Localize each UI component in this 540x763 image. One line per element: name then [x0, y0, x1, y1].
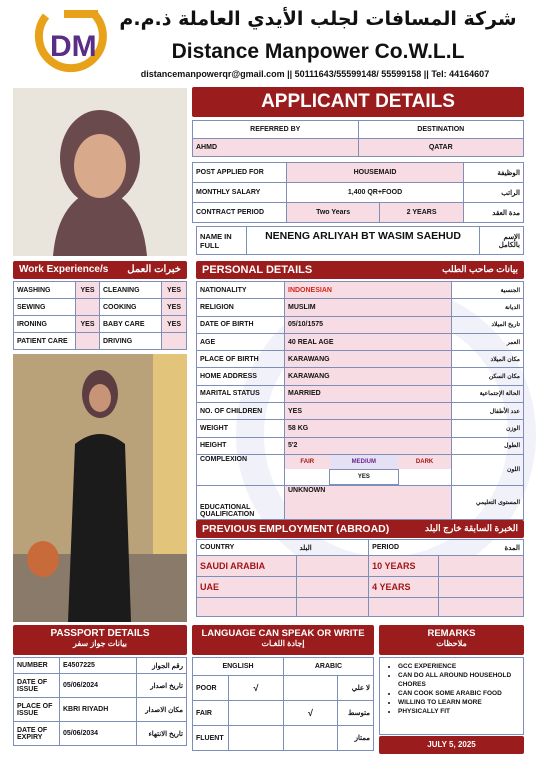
work-experience-header	[13, 261, 187, 279]
personal-details-table	[196, 281, 524, 520]
detail-label-ar: عدد الأطفال	[452, 403, 524, 420]
salary-label: MONTHLY SALARY	[193, 183, 287, 203]
arabic-mark	[284, 726, 338, 751]
skill-label: WASHING	[14, 282, 76, 299]
company-name-arabic: شركة المسافات لجلب الأيدي العاملة ذ.م.م	[119, 8, 517, 30]
personal-details-title: PERSONAL DETAILS	[202, 264, 313, 276]
employment-period: 4 YEARS	[369, 577, 439, 598]
name-value: NENENG ARLIYAH BT WASIM SAEHUD	[247, 227, 480, 255]
remark-item: • PHYSICALLY FIT	[398, 707, 517, 716]
destination-label: DESTINATION	[358, 121, 524, 139]
english-mark	[229, 726, 284, 751]
detail-label-ar: تاريخ الميلاد	[452, 316, 524, 333]
skill-value	[76, 333, 100, 350]
personal-detail-row	[197, 420, 524, 437]
language-level-label: FAIR	[193, 701, 229, 726]
detail-label-ar: العمر	[452, 333, 524, 350]
detail-value: 5'2	[285, 437, 452, 454]
detail-label: MARITAL STATUS	[197, 385, 285, 402]
applicant-details-title: APPLICANT DETAILS	[192, 87, 524, 117]
skill-value	[76, 299, 100, 316]
skill-value	[162, 333, 187, 350]
arabic-mark	[284, 676, 338, 701]
previous-employment-title-ar: الخبرة السابقة خارج البلد	[425, 523, 518, 533]
remark-item: • WILLING TO LEARN MORE	[398, 698, 517, 707]
detail-value: KARAWANG	[285, 351, 452, 368]
remark-item: • CAN COOK SOME ARABIC FOOD	[398, 689, 517, 698]
skill-value: YES	[162, 299, 187, 316]
detail-value: 40 REAL AGE	[285, 333, 452, 350]
personal-detail-row	[197, 385, 524, 402]
personal-detail-row	[197, 282, 524, 299]
skill-value: YES	[162, 316, 187, 333]
detail-value: 05/10/1575	[285, 316, 452, 333]
work-experience-row	[14, 282, 187, 299]
detail-label-ar: الطول	[452, 437, 524, 454]
passport-label-ar: تاريخ اصدار	[137, 674, 187, 698]
remark-item: • GCC EXPERIENCE	[398, 662, 517, 671]
post-label: POST APPLIED FOR	[193, 163, 287, 183]
passport-label: DATE OF ISSUE	[14, 674, 60, 698]
detail-label: HEIGHT	[197, 437, 285, 454]
personal-detail-row	[197, 437, 524, 454]
salary-label-ar: الراتب	[464, 183, 524, 203]
previous-employment-table	[196, 539, 524, 617]
company-contact: distancemanpowerqr@gmail.com || 50111643/55599148/ 55599158 || Tel: 44164607	[140, 69, 490, 79]
language-row	[193, 676, 374, 701]
education-value: UNKNOWN	[285, 485, 452, 519]
skill-label: SEWING	[14, 299, 76, 316]
language-level-label-ar: لا علي	[338, 676, 374, 701]
previous-employment-header	[196, 520, 524, 538]
education-label-ar: المستوى التعليمي	[452, 485, 524, 519]
work-experience-row	[14, 299, 187, 316]
post-value: HOUSEMAID	[287, 163, 464, 183]
language-row	[193, 726, 374, 751]
detail-label: PLACE OF BIRTH	[197, 351, 285, 368]
complexion-row	[197, 454, 524, 485]
passport-row	[14, 722, 187, 746]
personal-detail-row	[197, 368, 524, 385]
complexion-options	[285, 454, 452, 485]
employment-period: 10 YEARS	[369, 556, 439, 577]
complexion-option: FAIR	[285, 455, 330, 469]
passport-value: E4507225	[60, 658, 137, 674]
name-label: NAME IN FULL	[197, 227, 247, 255]
passport-value: 05/06/2024	[60, 674, 137, 698]
complexion-option: DARK	[398, 455, 451, 469]
personal-detail-row	[197, 333, 524, 350]
referred-by-value: AHMD	[193, 139, 359, 157]
complexion-label-ar: اللون	[452, 454, 524, 485]
work-experience-title: Work Experience/s	[19, 264, 109, 275]
post-table	[192, 162, 524, 223]
detail-label: DATE OF BIRTH	[197, 316, 285, 333]
language-title-ar: إجادة اللغـات	[261, 639, 305, 648]
education-row	[197, 485, 524, 519]
destination-value: QATAR	[358, 139, 524, 157]
language-level-label-ar: ممتاز	[338, 726, 374, 751]
english-mark: √	[229, 676, 284, 701]
language-row	[193, 701, 374, 726]
contract-label: CONTRACT PERIOD	[193, 203, 287, 223]
country-label: COUNTRY	[197, 540, 297, 556]
passport-title-ar: بيانات جواز سفر	[72, 639, 128, 648]
skill-value: YES	[162, 282, 187, 299]
name-label-ar: الإسم بالكامل	[480, 227, 524, 255]
language-header	[192, 625, 374, 655]
applicant-full-body-photo	[13, 354, 187, 622]
complexion-label: COMPLEXION	[197, 454, 285, 485]
detail-label: NO. OF CHILDREN	[197, 403, 285, 420]
skill-label: DRIVING	[100, 333, 162, 350]
language-title: LANGUAGE CAN SPEAK OR WRITE	[201, 628, 365, 639]
detail-label: NATIONALITY	[197, 282, 285, 299]
passport-header	[13, 625, 187, 655]
passport-value: KBRI RIYADH	[60, 698, 137, 722]
employment-row	[197, 577, 524, 598]
employment-country: SAUDI ARABIA	[197, 556, 297, 577]
referral-table	[192, 120, 524, 157]
applicant-portrait-photo	[13, 88, 187, 256]
personal-details-header	[196, 261, 524, 279]
detail-label-ar: مكان الميلاد	[452, 351, 524, 368]
detail-value: INDONESIAN	[285, 282, 452, 299]
detail-value: YES	[285, 403, 452, 420]
detail-label: RELIGION	[197, 299, 285, 316]
passport-label: PLACE OF ISSUE	[14, 698, 60, 722]
passport-row	[14, 698, 187, 722]
detail-label-ar: الجنسية	[452, 282, 524, 299]
detail-label: WEIGHT	[197, 420, 285, 437]
previous-employment-title: PREVIOUS EMPLOYMENT (ABROAD)	[202, 523, 390, 535]
name-table	[196, 226, 524, 255]
passport-table	[13, 657, 187, 746]
skill-label: BABY CARE	[100, 316, 162, 333]
employment-country: UAE	[197, 577, 297, 598]
svg-text:DM: DM	[50, 30, 97, 63]
work-experience-row	[14, 316, 187, 333]
passport-row	[14, 674, 187, 698]
period-label-ar: المدة	[439, 540, 524, 556]
skill-value: YES	[76, 282, 100, 299]
detail-label-ar: الحالة الإجتماعية	[452, 385, 524, 402]
country-label-ar: البلد	[297, 540, 369, 556]
skill-label: IRONING	[14, 316, 76, 333]
passport-title: PASSPORT DETAILS	[50, 628, 150, 639]
remarks-date: JULY 5, 2025	[379, 736, 524, 754]
complexion-mark: YES	[330, 469, 399, 484]
skill-label: PATIENT CARE	[14, 333, 76, 350]
language-level-label-ar: متوسط	[338, 701, 374, 726]
passport-label-ar: رقم الجواز	[137, 658, 187, 674]
skill-label: CLEANING	[100, 282, 162, 299]
detail-value: 58 KG	[285, 420, 452, 437]
skill-label: COOKING	[100, 299, 162, 316]
referred-by-label: REFERRED BY	[193, 121, 359, 139]
detail-label-ar: الوزن	[452, 420, 524, 437]
detail-value: MARRIED	[285, 385, 452, 402]
arabic-header: ARABIC	[284, 658, 374, 676]
detail-label: AGE	[197, 333, 285, 350]
english-mark	[229, 701, 284, 726]
employment-row	[197, 556, 524, 577]
personal-detail-row	[197, 403, 524, 420]
post-label-ar: الوظيفة	[464, 163, 524, 183]
remarks-title: REMARKS	[427, 628, 476, 639]
company-name-english: Distance Manpower Co.W.L.L	[171, 40, 465, 63]
complexion-option: MEDIUM	[330, 455, 399, 469]
passport-value: 05/06/2034	[60, 722, 137, 746]
contract-value-1: Two Years	[287, 203, 380, 223]
detail-label: HOME ADDRESS	[197, 368, 285, 385]
language-table	[192, 657, 374, 751]
contract-label-ar: مدة العقد	[464, 203, 524, 223]
detail-value: KARAWANG	[285, 368, 452, 385]
work-experience-title-ar: خبرات العمل	[127, 264, 181, 275]
remarks-header	[379, 625, 524, 655]
remark-item: • CAN DO ALL AROUND HOUSEHOLD CHORES	[398, 671, 517, 689]
remarks-title-ar: ملاحظات	[436, 639, 467, 648]
passport-label-ar: مكان الاصدار	[137, 698, 187, 722]
skill-value: YES	[76, 316, 100, 333]
contract-value-2: 2 YEARS	[380, 203, 464, 223]
passport-label: DATE OF EXPIRY	[14, 722, 60, 746]
english-header: ENGLISH	[193, 658, 284, 676]
passport-label-ar: تاريخ الانتهاء	[137, 722, 187, 746]
personal-detail-row	[197, 316, 524, 333]
remarks-box	[379, 657, 524, 735]
detail-label-ar: الديانة	[452, 299, 524, 316]
language-level-label: FLUENT	[193, 726, 229, 751]
personal-details-title-ar: بيانات صاحب الطلب	[442, 264, 518, 274]
passport-label: NUMBER	[14, 658, 60, 674]
personal-detail-row	[197, 299, 524, 316]
detail-value: MUSLIM	[285, 299, 452, 316]
work-experience-table	[13, 281, 187, 350]
personal-detail-row	[197, 351, 524, 368]
arabic-mark: √	[284, 701, 338, 726]
language-level-label: POOR	[193, 676, 229, 701]
education-label: EDUCATIONAL QUALIFICATION	[197, 485, 285, 519]
period-label: PERIOD	[369, 540, 439, 556]
work-experience-row	[14, 333, 187, 350]
salary-value: 1,400 QR+FOOD	[287, 183, 464, 203]
detail-label-ar: مكان السكن	[452, 368, 524, 385]
passport-row	[14, 658, 187, 674]
